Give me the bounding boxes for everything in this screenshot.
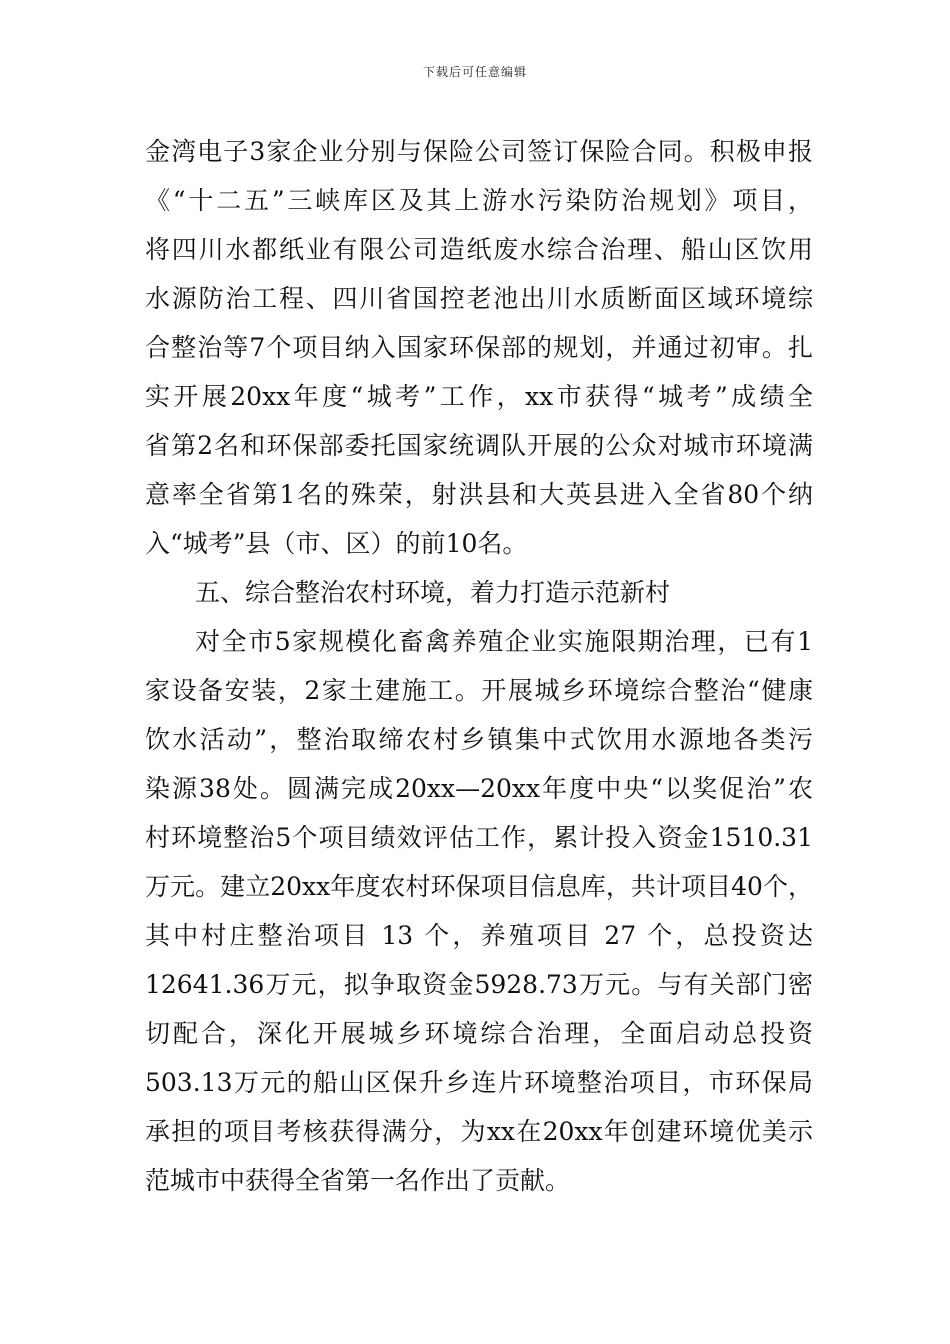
text-line: 合整治等7个项目纳入国家环保部的规划，并通过初审。扎 bbox=[145, 333, 813, 362]
paragraph-2 bbox=[145, 617, 813, 1205]
section-heading: 五、综合整治农村环境，着力打造示范新村 bbox=[195, 578, 671, 607]
text-line: 家设备安装，2家土建施工。开展城乡环境综合整治“健康 bbox=[145, 676, 813, 705]
text-line: 实开展20xx年度“城考”工作，xx市获得“城考”成绩全 bbox=[145, 382, 813, 411]
text-line: 切配合，深化开展城乡环境综合治理，全面启动总投资 bbox=[145, 1019, 813, 1048]
header-note: 下载后可任意编辑 bbox=[422, 65, 527, 79]
body-text bbox=[145, 127, 813, 1205]
text-line: 省第2名和环保部委托国家统调队开展的公众对城市环境满 bbox=[145, 431, 813, 460]
text-line: 《“十二五”三峡库区及其上游水污染防治规划》项目， bbox=[145, 186, 813, 215]
text-line: 12641.36万元，拟争取资金5928.73万元。与有关部门密 bbox=[145, 970, 813, 999]
paragraph-1 bbox=[145, 127, 813, 568]
text-line: 水源防治工程、四川省国控老池出川水质断面区域环境综 bbox=[145, 284, 813, 313]
text-line: 饮水活动”，整治取缔农村乡镇集中式饮用水源地各类污 bbox=[145, 725, 813, 754]
text-line: 对全市5家规模化畜禽养殖企业实施限期治理，已有1 bbox=[195, 627, 813, 656]
text-line: 村环境整治5个项目绩效评估工作，累计投入资金1510.31 bbox=[145, 823, 813, 852]
text-line: 将四川水都纸业有限公司造纸废水综合治理、船山区饮用 bbox=[145, 235, 813, 264]
text-line: 意率全省第1名的殊荣，射洪县和大英县进入全省80个纳 bbox=[145, 480, 813, 509]
text-line: 万元。建立20xx年度农村环保项目信息库，共计项目40个， bbox=[145, 872, 813, 901]
text-line: 其中村庄整治项目 13 个，养殖项目 27 个，总投资达 bbox=[145, 921, 813, 950]
text-line: 范城市中获得全省第一名作出了贡献。 bbox=[145, 1166, 571, 1195]
text-line: 503.13万元的船山区保升乡连片环境整治项目，市环保局 bbox=[145, 1068, 813, 1097]
text-line: 染源38处。圆满完成20xx—20xx年度中央“以奖促治”农 bbox=[145, 774, 813, 803]
text-line: 入“城考”县（市、区）的前10名。 bbox=[145, 529, 528, 558]
text-line: 金湾电子3家企业分别与保险公司签订保险合同。积极申报 bbox=[145, 137, 813, 166]
text-line: 承担的项目考核获得满分，为xx在20xx年创建环境优美示 bbox=[145, 1117, 813, 1146]
